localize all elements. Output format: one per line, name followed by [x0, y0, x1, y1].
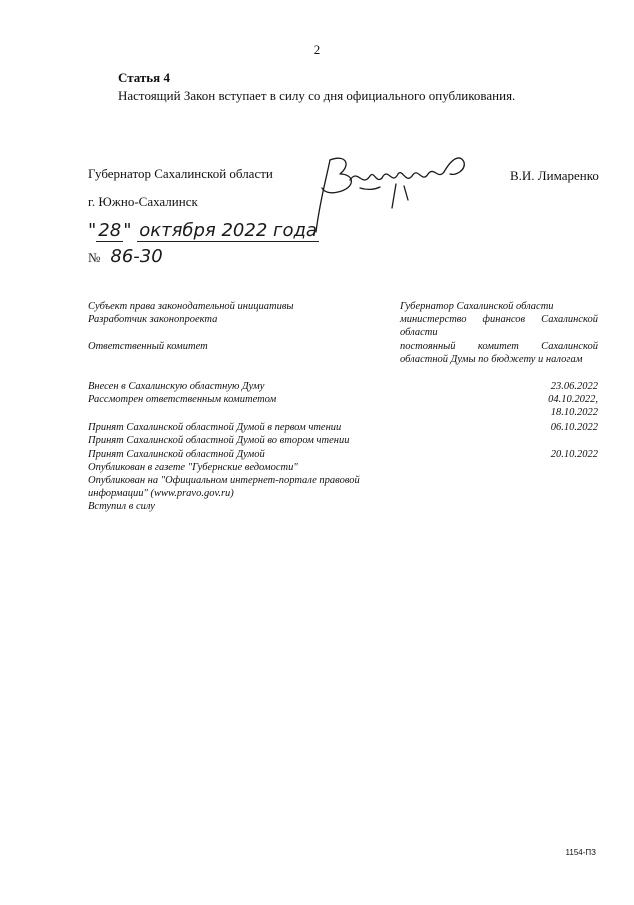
reviewed-label: Рассмотрен ответственным комитетом: [88, 394, 277, 405]
initiative-subject-label: Субъект права законодательной инициативы: [88, 301, 294, 312]
second-reading-label: Принят Сахалинской областной Думой во втором чтении: [88, 435, 350, 446]
first-reading-date: 06.10.2022: [550, 422, 598, 433]
law-number-line: [88, 246, 163, 267]
governor-name: В.И. Лимаренко: [510, 168, 599, 183]
article-text: Настоящий Закон вступает в силу со дня официального опубликования.: [118, 88, 516, 103]
law-number: 86-30: [110, 246, 163, 267]
published-newspaper-label: Опубликован в газете "Губернские ведомости": [88, 462, 298, 473]
handwritten-signature: [300, 140, 475, 240]
city: г. Южно-Сахалинск: [88, 194, 198, 209]
developer-value: министерство финансов Сахалинской области: [400, 314, 598, 338]
first-reading-label: Принят Сахалинской областной Думой в первом чтении: [88, 422, 342, 433]
submitted-label: Внесен в Сахалинскую областную Думу: [88, 381, 265, 392]
reviewed-date-1: 04.10.2022,: [548, 394, 598, 405]
committee-value: постоянный комитет Сахалинской областной Думы по бюджету и налогам: [400, 341, 598, 365]
article-title: Статья 4: [118, 70, 170, 85]
reviewed-date-2: 18.10.2022: [550, 407, 598, 418]
number-sign: №: [88, 250, 101, 265]
adoption-date: " 28 " октября 2022 года: [88, 220, 317, 241]
published-portal-label: Опубликован на "Официальном интернет-портале правовой информации" (www.pravo.gov.ru): [88, 475, 360, 499]
document-code: 1154-ПЗ: [565, 848, 596, 857]
governor-label: Губернатор Сахалинской области: [88, 166, 273, 181]
committee-label: Ответственный комитет: [88, 341, 208, 352]
initiative-subject-value: Губернатор Сахалинской области: [400, 301, 554, 312]
date-day: 28: [98, 220, 122, 241]
in-force-label: Вступил в силу: [88, 501, 155, 512]
adopted-label: Принят Сахалинской областной Думой: [88, 449, 265, 460]
submitted-date: 23.06.2022: [550, 381, 598, 392]
date-month-year: октября 2022 года: [139, 220, 317, 241]
developer-label: Разработчик законопроекта: [88, 314, 218, 325]
page-number: 2: [313, 42, 321, 57]
adopted-date: 20.10.2022: [550, 449, 598, 460]
